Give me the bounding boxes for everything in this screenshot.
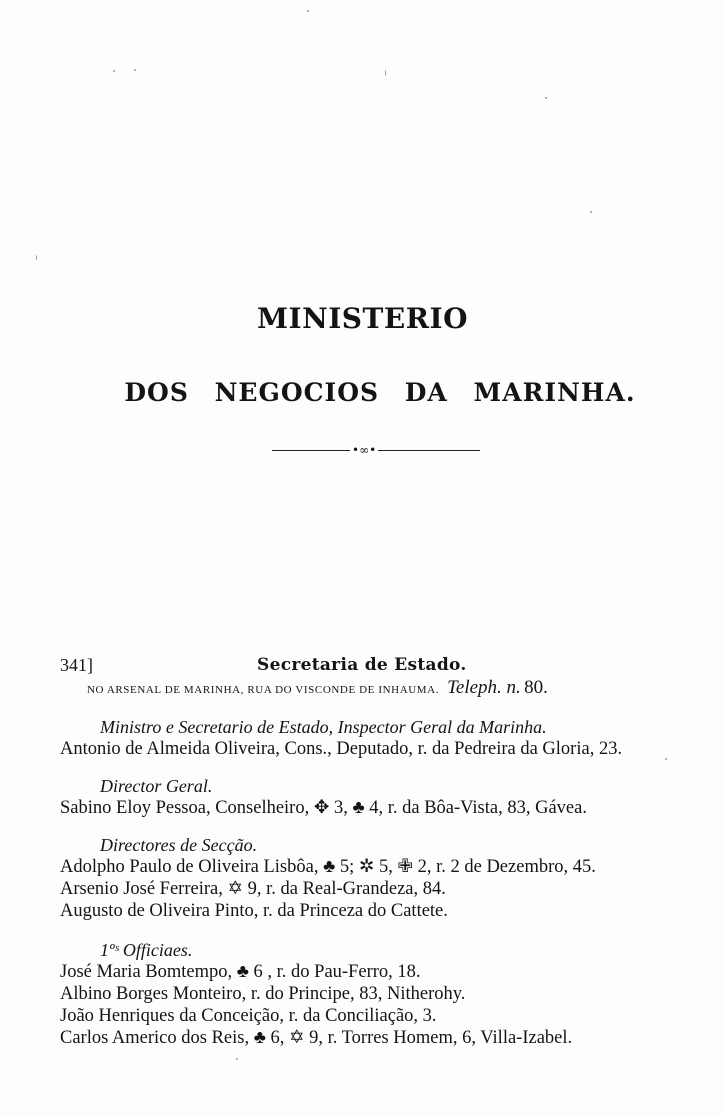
secretaria-section bbox=[60, 655, 700, 1049]
category-heading: Ministro e Secretario de Estado, Inspector Geral da Marinha. bbox=[100, 717, 547, 737]
paper-speck bbox=[545, 97, 547, 99]
rule-ornament-icon: •∞• bbox=[352, 443, 377, 457]
entry-line: Albino Borges Monteiro, r. do Principe, 83, Nitherohy. bbox=[60, 984, 466, 1004]
entry-line: Carlos Americo dos Reis, ♣ 6, ✡ 9, r. Torres Homem, 6, Villa-Izabel. bbox=[60, 1028, 573, 1048]
paper-speck bbox=[36, 255, 37, 260]
paper-speck bbox=[113, 70, 115, 72]
entry-line: João Henriques da Conceição, r. da Conciliação, 3. bbox=[60, 1006, 437, 1026]
category-heading: Directores de Secção. bbox=[100, 835, 258, 855]
section-title: Secretaria de Estado. bbox=[257, 655, 467, 675]
entry-line: Arsenio José Ferreira, ✡ 9, r. da Real-Grandeza, 84. bbox=[60, 879, 446, 899]
address-line bbox=[87, 677, 700, 699]
entry-line: Antonio de Almeida Oliveira, Cons., Deputado, r. da Pedreira da Gloria, 23. bbox=[60, 739, 623, 759]
ministry-subtitle: DOS NEGOCIOS DA MARINHA. bbox=[124, 378, 636, 407]
category-heading: 1ºˢ Officiaes. bbox=[100, 940, 193, 960]
teleph-number: 80. bbox=[524, 677, 548, 698]
paper-speck bbox=[590, 211, 592, 213]
address-text: NO ARSENAL DE MARINHA, RUA DO VISCONDE DE INHAUMA. bbox=[87, 684, 440, 696]
paper-speck bbox=[385, 70, 386, 76]
page-number: 341] bbox=[60, 655, 93, 675]
entry-line: Augusto de Oliveira Pinto, r. da Princeza do Cattete. bbox=[60, 901, 448, 921]
paper-speck bbox=[236, 1058, 238, 1060]
entry-line: Adolpho Paulo de Oliveira Lisbôa, ♣ 5; ✲ 5, ✙ 2, r. 2 de Dezembro, 45. bbox=[60, 857, 596, 877]
category-heading: Director Geral. bbox=[100, 776, 213, 796]
ministry-title: MINISTERIO bbox=[257, 302, 468, 335]
section-header bbox=[60, 655, 700, 677]
entry-line: José Maria Bomtempo, ♣ 6 , r. do Pau-Ferro, 18. bbox=[60, 962, 421, 982]
paper-speck bbox=[307, 10, 309, 12]
paper-speck bbox=[134, 69, 136, 71]
entry-line: Sabino Eloy Pessoa, Conselheiro, ✥ 3, ♣ 4, r. da Bôa-Vista, 83, Gávea. bbox=[60, 798, 587, 818]
teleph-label: Teleph. n. bbox=[447, 677, 521, 698]
